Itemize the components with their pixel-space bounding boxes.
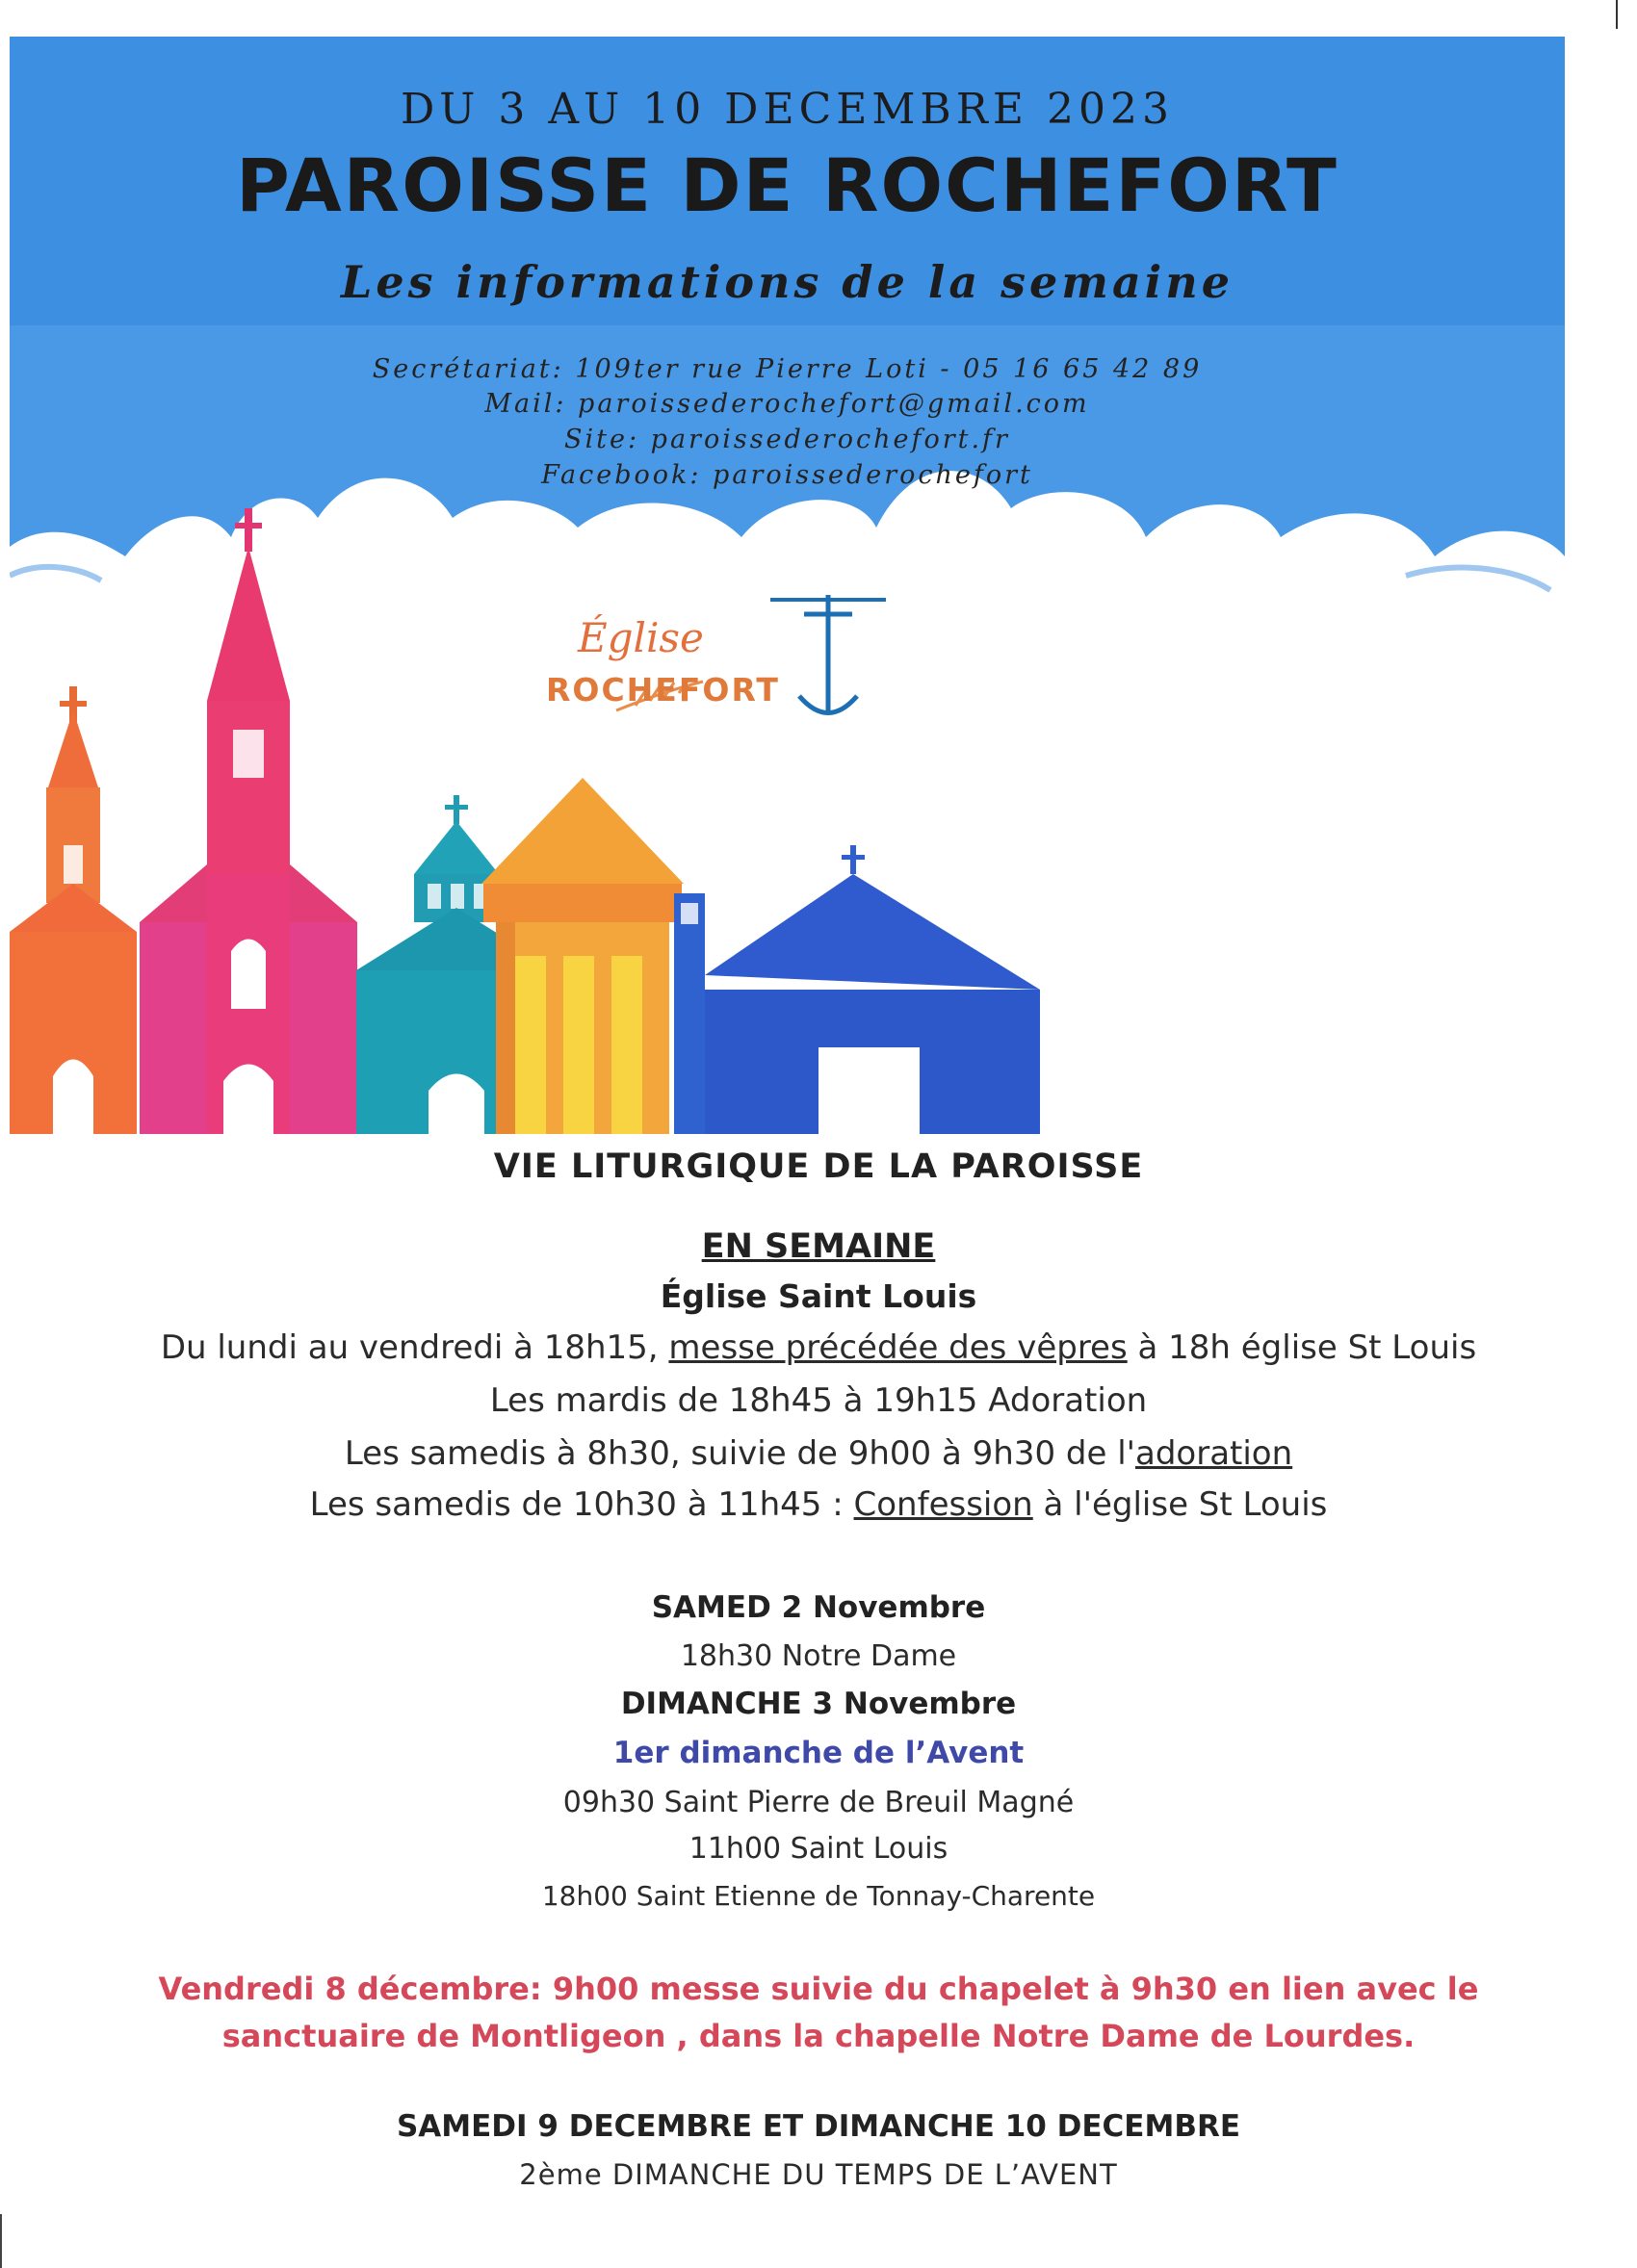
saturday-title: SAMED 2 Novembre xyxy=(651,1590,986,1625)
sunday-mass-2: 11h00 Saint Louis xyxy=(689,1832,948,1866)
page-edge-mark-left xyxy=(0,2214,2,2268)
weekdays-heading: EN SEMAINE xyxy=(701,1227,936,1266)
saturday-confession-line xyxy=(0,1485,1637,1524)
contact-secretariat: Secrétariat: 109ter rue Pierre Loti - 05 16 65 42 89 xyxy=(372,354,1203,384)
next-weekend-title: SAMEDI 9 DECEMBRE ET DIMANCHE 10 DECEMBRE xyxy=(396,2109,1241,2144)
logo-word-text: ROCHEFORT xyxy=(546,671,780,709)
contact-site[interactable]: Site: paroissederochefort.fr xyxy=(564,425,1010,454)
header-subtitle: Les informations de la semaine xyxy=(341,256,1234,308)
notice-line-2: sanctuaire de Montligeon , dans la chapelle Notre Dame de Lourdes. xyxy=(221,2018,1416,2054)
weekday-mass-line xyxy=(0,1328,1637,1367)
underlined-text: Confession xyxy=(853,1485,1033,1524)
text-part: à 18h église St Louis xyxy=(1127,1328,1477,1367)
text-part: Du lundi au vendredi à 18h15, xyxy=(160,1328,669,1367)
text-part: Les samedis de 10h30 à 11h45 : xyxy=(309,1485,854,1524)
underlined-text: messe précédée des vêpres xyxy=(668,1328,1128,1367)
header-banner xyxy=(10,37,1565,1134)
text-part: à l'église St Louis xyxy=(1032,1485,1328,1524)
next-weekend-subtitle: 2ème DIMANCHE DU TEMPS DE L’AVENT xyxy=(519,2158,1118,2191)
page-edge-mark xyxy=(1616,0,1618,29)
underlined-text: adoration xyxy=(1135,1434,1293,1473)
section-title: VIE LITURGIQUE DE LA PAROISSE xyxy=(493,1147,1144,1186)
parish-title: PAROISSE DE ROCHEFORT xyxy=(236,142,1338,228)
contact-mail[interactable]: Mail: paroissederochefort@gmail.com xyxy=(484,389,1090,419)
saturday-adoration-line xyxy=(0,1434,1637,1473)
sunday-title: DIMANCHE 3 Novembre xyxy=(620,1687,1017,1721)
weekdays-church: Église Saint Louis xyxy=(660,1277,977,1315)
header-dates: DU 3 AU 10 DECEMBRE 2023 xyxy=(401,85,1174,134)
sunday-feast: 1er dimanche de l’Avent xyxy=(612,1736,1025,1770)
logo-script-text: Église xyxy=(578,614,704,661)
sunday-mass-1: 09h30 Saint Pierre de Breuil Magné xyxy=(562,1786,1075,1819)
tuesday-adoration-line: Les mardis de 18h45 à 19h15 Adoration xyxy=(489,1381,1148,1420)
notice-line-1: Vendredi 8 décembre: 9h00 messe suivie du chapelet à 9h30 en lien avec le xyxy=(158,1971,1479,2007)
saturday-mass: 18h30 Notre Dame xyxy=(680,1639,957,1673)
sunday-mass-3: 18h00 Saint Etienne de Tonnay-Charente xyxy=(541,1880,1096,1912)
contact-facebook[interactable]: Facebook: paroissederochefort xyxy=(541,460,1033,490)
text-part: Les samedis à 8h30, suivie de 9h00 à 9h30 de l' xyxy=(344,1434,1135,1473)
